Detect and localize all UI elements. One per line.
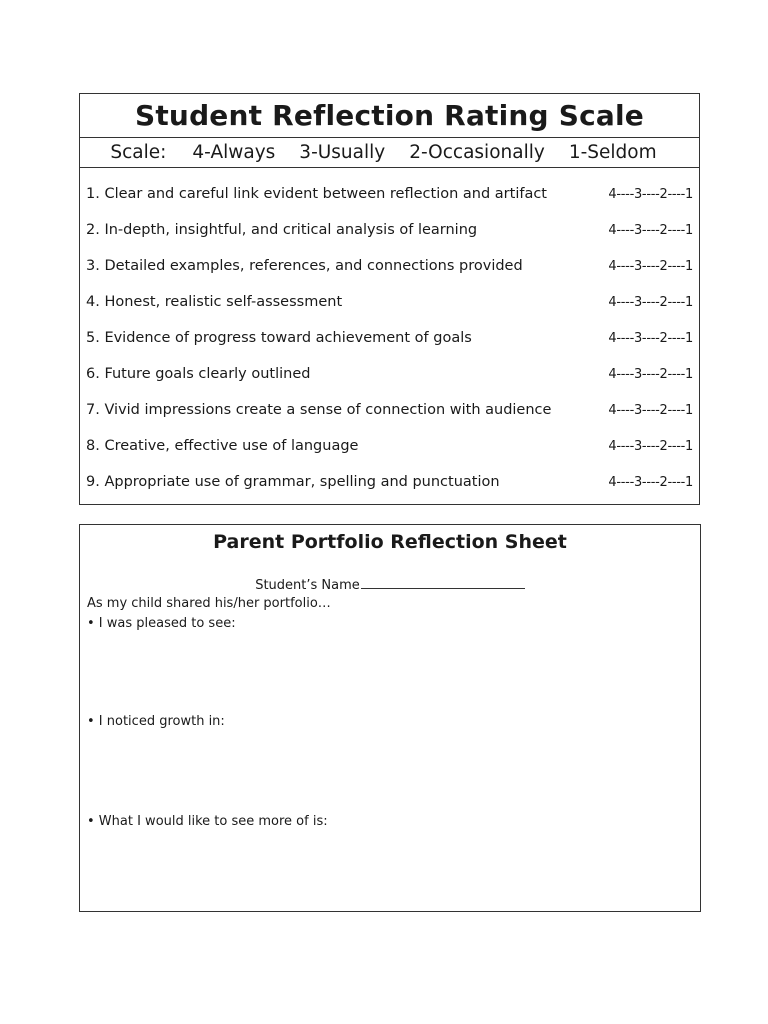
student-name-row [80, 576, 700, 593]
scale-label: Scale: [110, 142, 167, 163]
parent-sheet-title: Parent Portfolio Reflection Sheet [213, 531, 567, 553]
criterion-row [86, 218, 693, 242]
parent-reflection-box [79, 524, 701, 912]
rating-scale-box [79, 93, 700, 505]
student-name-blank[interactable] [361, 576, 525, 589]
scale-option-1: 1-Seldom [568, 142, 657, 163]
criterion-text: 6. Future goals clearly outlined [86, 366, 311, 382]
rating-scale-title: Student Reflection Rating Scale [80, 94, 699, 138]
criterion-row [86, 290, 693, 314]
criterion-text: 4. Honest, realistic self-assessment [86, 294, 343, 310]
criterion-scale: 4----3----2----1 [608, 474, 693, 490]
criterion-row [86, 182, 693, 206]
criterion-row [86, 470, 693, 494]
criterion-row [86, 254, 693, 278]
criterion-row [86, 362, 693, 386]
criterion-scale: 4----3----2----1 [608, 402, 693, 418]
criterion-text: 8. Creative, effective use of language [86, 438, 359, 454]
parent-intro: As my child shared his/her portfolio… [87, 596, 331, 611]
criterion-row [86, 326, 693, 350]
student-name-label: Student’s Name [255, 578, 360, 593]
scale-option-2: 2-Occasionally [409, 142, 545, 163]
prompt-pleased: • I was pleased to see: [87, 616, 236, 631]
criterion-text: 7. Vivid impressions create a sense of connection with audience [86, 402, 552, 418]
scale-legend [80, 138, 699, 168]
criterion-scale: 4----3----2----1 [608, 258, 693, 274]
criterion-scale: 4----3----2----1 [608, 330, 693, 346]
prompt-see-more: • What I would like to see more of is: [87, 814, 328, 829]
criterion-scale: 4----3----2----1 [608, 222, 693, 238]
criterion-text: 1. Clear and careful link evident between reflection and artifact [86, 186, 547, 202]
criterion-text: 3. Detailed examples, references, and connections provided [86, 258, 523, 274]
criterion-scale: 4----3----2----1 [608, 294, 693, 310]
criterion-scale: 4----3----2----1 [608, 438, 693, 454]
scale-option-3: 3-Usually [299, 142, 386, 163]
scale-option-4: 4-Always [192, 142, 276, 163]
criterion-row [86, 434, 693, 458]
criterion-text: 2. In-depth, insightful, and critical analysis of learning [86, 222, 478, 238]
criterion-text: 9. Appropriate use of grammar, spelling and punctuation [86, 474, 500, 490]
criterion-row [86, 398, 693, 422]
criterion-scale: 4----3----2----1 [608, 186, 693, 202]
criterion-text: 5. Evidence of progress toward achievement of goals [86, 330, 472, 346]
criterion-scale: 4----3----2----1 [608, 366, 693, 382]
prompt-growth: • I noticed growth in: [87, 714, 225, 729]
